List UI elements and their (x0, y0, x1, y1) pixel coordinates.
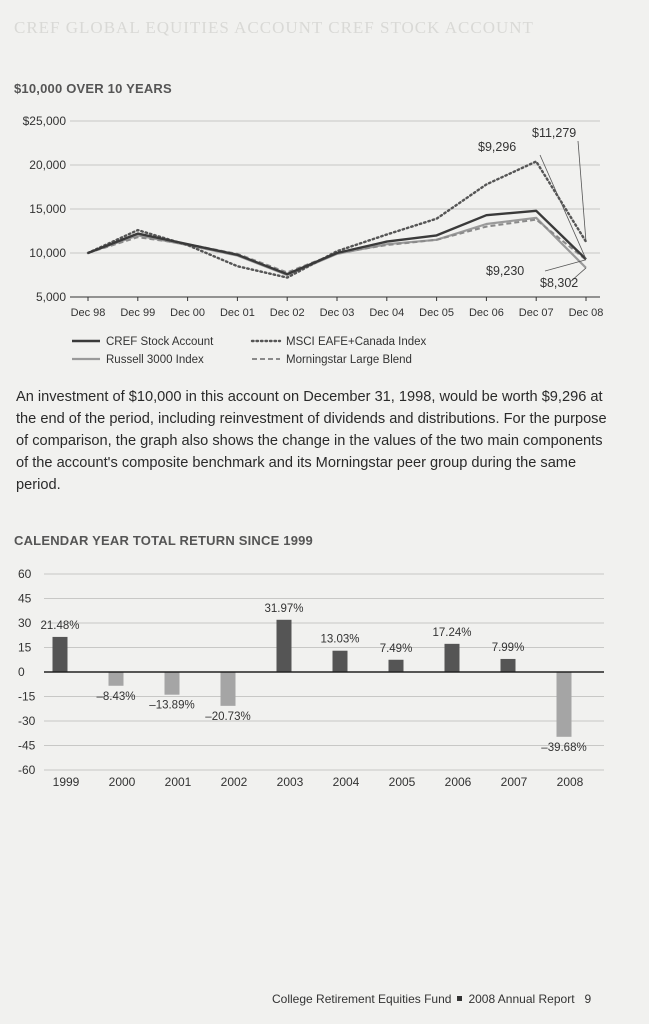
annotation-leader (578, 141, 586, 242)
section-title-returns: CALENDAR YEAR TOTAL RETURN SINCE 1999 (14, 533, 313, 548)
bar-value-label: 31.97% (264, 602, 304, 615)
bar-value-label: –20.73% (205, 710, 251, 723)
x-tick-label: Dec 02 (269, 307, 305, 319)
x-tick-label: Dec 00 (170, 307, 206, 319)
y-tick-label: 5,000 (35, 290, 66, 304)
x-tick-label: 2001 (164, 775, 192, 789)
bar-value-label: 7.49% (379, 642, 413, 655)
y-tick-label: -45 (18, 738, 36, 753)
x-tick-label: 2000 (108, 775, 136, 789)
y-tick-label: -15 (18, 689, 36, 704)
y-tick-label: $25,000 (22, 114, 66, 128)
y-tick-label: 20,000 (29, 158, 66, 172)
y-tick-label: 0 (18, 665, 25, 679)
legend-label: CREF Stock Account (106, 336, 214, 348)
x-tick-label: Dec 01 (219, 307, 255, 319)
bar-value-label: 13.03% (320, 633, 360, 646)
bar-1999 (53, 637, 68, 672)
footer-report: 2008 Annual Report (468, 992, 575, 1006)
bar-2003 (277, 620, 292, 672)
y-tick-label: -60 (18, 763, 36, 777)
bar-2001 (165, 672, 180, 695)
annotation-label: $9,230 (486, 264, 525, 278)
x-tick-label: 1999 (52, 775, 80, 789)
growth-line-chart (0, 105, 649, 380)
y-tick-label: -30 (18, 714, 36, 728)
x-tick-label: Dec 98 (70, 307, 106, 319)
x-tick-label: Dec 04 (369, 307, 405, 319)
bar-2000 (109, 672, 124, 686)
bar-value-label: –39.68% (541, 741, 587, 754)
bar-2007 (501, 659, 516, 672)
bar-value-label: –13.89% (149, 699, 195, 712)
legend-label: Russell 3000 Index (106, 354, 204, 366)
x-tick-label: 2005 (388, 775, 416, 789)
y-tick-label: 15 (18, 640, 32, 655)
annotation-leader (545, 260, 586, 271)
legend-label: MSCI EAFE+Canada Index (286, 336, 427, 348)
annotation-label: $9,296 (478, 140, 517, 154)
y-tick-label: 60 (18, 567, 32, 581)
section-title-growth: $10,000 OVER 10 YEARS (14, 81, 172, 96)
x-tick-label: Dec 03 (319, 307, 355, 319)
x-tick-label: 2008 (556, 775, 584, 789)
x-tick-label: Dec 08 (568, 307, 604, 319)
y-tick-label: 15,000 (29, 202, 66, 216)
bar-2005 (389, 660, 404, 672)
y-tick-label: 30 (18, 616, 32, 630)
bar-value-label: –8.43% (96, 690, 136, 703)
footer-page-number: 9 (584, 992, 592, 1006)
bar-value-label: 17.24% (432, 626, 472, 639)
page-footer (272, 992, 591, 1006)
bar-value-label: 7.99% (491, 641, 525, 654)
annotation-label: $8,302 (540, 276, 579, 290)
x-tick-label: 2003 (276, 775, 304, 789)
x-tick-label: Dec 99 (120, 307, 156, 319)
x-tick-label: Dec 05 (419, 307, 455, 319)
x-tick-label: Dec 07 (518, 307, 554, 319)
y-tick-label: 45 (18, 591, 32, 606)
footer-bullet (457, 996, 462, 1001)
footer-publisher: College Retirement Equities Fund (272, 992, 452, 1006)
bar-2002 (221, 672, 236, 706)
annotation-label: $11,279 (532, 126, 577, 140)
x-tick-label: 2007 (500, 775, 528, 789)
bar-2004 (333, 651, 348, 672)
x-tick-label: 2006 (444, 775, 472, 789)
series-line-msci-eafe-canada-index (88, 162, 586, 278)
bar-2008 (557, 672, 572, 737)
y-tick-label: 10,000 (29, 246, 66, 260)
returns-bar-chart (0, 560, 649, 800)
x-tick-label: 2002 (220, 775, 248, 789)
legend-label: Morningstar Large Blend (286, 354, 412, 366)
bar-value-label: 21.48% (40, 619, 80, 632)
bar-2006 (445, 644, 460, 672)
ghost-header: CREF GLOBAL EQUITIES ACCOUNT CREF STOCK ACCOUNT (14, 18, 534, 37)
x-tick-label: 2004 (332, 775, 360, 789)
description-paragraph: An investment of $10,000 in this account on December 31, 1998, would be worth $9,296 at the end of the period, including reinvestment of dividends and distributions. For the purpose of comparison, the graph also shows the change in the values of the two main components of the account's composite benchmark and its Morningstar peer group during the same period. (16, 389, 607, 493)
x-tick-label: Dec 06 (468, 307, 504, 319)
